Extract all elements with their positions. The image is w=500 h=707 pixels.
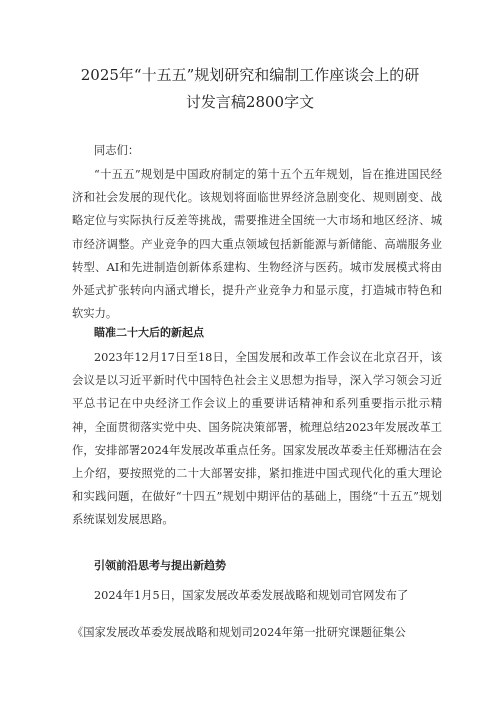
paragraph-announcement: 2024年1月5日，国家发展改革委发展战略和规划司官网发布了 [94, 589, 409, 602]
greeting: 同志们： [94, 144, 140, 157]
section-heading-frontier-thinking: 引领前沿思考与提出新趋势 [94, 559, 226, 572]
paragraph-conference: 2023年12月17日至18日，全国发展和改革工作会议在北京召开，该会议是以习近平新时代中国特色社会主义思想为指导，深入学习领会习近平总书记在中央经济工作会议上的重要讲话精神和系列重要指示批示精神，全面贯彻落实党中央、国务院决策部署，梳理总结2023年发展改革工作，安排部署2024年发展改革重点任务。国家发展改革委主任郑栅洁在会上介绍，要按照党的二十大部署安排，紧扣推进中国式现代化的重大理论和实践问题，在做好“十四五”规划中期评估的基础上，围绕“十五五”规划系统谋划发展思路。 [72, 351, 442, 527]
section-heading-new-starting-point: 瞄准二十大后的新起点 [94, 326, 204, 339]
title-line-2: 讨发言稿2800字文 [185, 93, 315, 111]
paragraph-intro: “十五五”规划是中国政府制定的第十五个五年规划，旨在推进国民经济和社会发展的现代化。该规划将面临世界经济急剧变化、规则剧变、战略定位与实际执行反差等挑战，需要推进全国统一大市场和地区经济、城市经济调整。产业竞争的四大重点领域包括新能源与新储能、高端服务业转型、AI和先进制造创新体系建构、生物经济与医药。城市发展模式将由外延式扩张转向内涵式增长，提升产业竞争力和显示度，打造城市特色和软实力。 [72, 168, 442, 321]
paragraph-continuation: 《国家发展改革委发展战略和规划司2024年第一批研究课题征集公 [72, 626, 406, 639]
document-title [60, 62, 440, 116]
title-line-1: 2025年“十五五”规划研究和编制工作座谈会上的研 [80, 66, 420, 84]
